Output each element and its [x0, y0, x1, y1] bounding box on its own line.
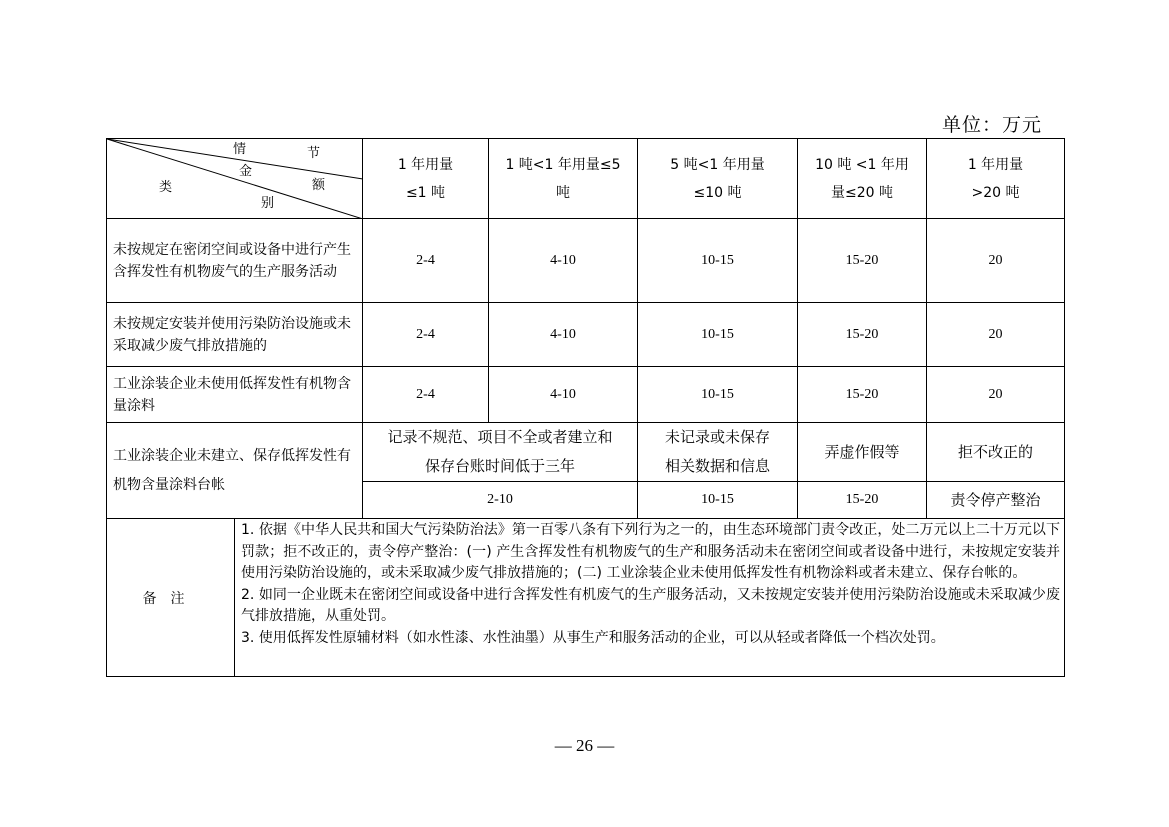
col-header-3: [638, 139, 798, 219]
diag-jie: 节: [307, 146, 321, 161]
diag-jin: 金: [239, 164, 253, 179]
cell-value: 10-15: [638, 482, 798, 519]
row-label: 工业涂装企业未使用低挥发性有机物含量涂料: [107, 367, 363, 423]
cell-value: 2-4: [363, 219, 489, 303]
cell-value: 20: [927, 219, 1065, 303]
ledger-condition-2: [638, 423, 798, 482]
cell-value: 2-10: [363, 482, 638, 519]
cell-value: 15-20: [798, 303, 927, 367]
penalty-table: [106, 138, 1065, 677]
notes-content: [235, 519, 1065, 677]
page-number: — 26 —: [554, 736, 615, 755]
col-header-3-line2: ≤10 吨: [693, 184, 742, 201]
col-header-1-line2: ≤1 吨: [405, 184, 446, 201]
col-header-1-line1: 1 年用量: [397, 156, 454, 173]
ledger-condition-1-line2: 保存台账时间低于三年: [424, 457, 575, 475]
cell-value: 4-10: [489, 367, 638, 423]
notes-label: 备注: [107, 519, 235, 677]
cell-value: 责令停产整治: [927, 482, 1065, 519]
cell-value: 10-15: [638, 219, 798, 303]
cell-value: 15-20: [798, 367, 927, 423]
ledger-condition-4: 拒不改正的: [927, 423, 1065, 482]
notes-row: [107, 519, 1065, 677]
ledger-condition-3: 弄虚作假等: [798, 423, 927, 482]
ledger-condition-1: [363, 423, 638, 482]
col-header-5: [927, 139, 1065, 219]
col-header-1: [363, 139, 489, 219]
diag-e: 额: [312, 178, 326, 193]
col-header-4-line1: 10 吨 <1 年用: [815, 156, 909, 173]
diag-lei: 类: [159, 180, 173, 195]
table-row-ledger-header: [107, 423, 1065, 482]
row-label: 未按规定在密闭空间或设备中进行产生含挥发性有机物废气的生产服务活动: [107, 219, 363, 303]
note-3: 3. 使用低挥发性原辅材料（如水性漆、水性油墨）从事生产和服务活动的企业，可以从轻或者降低一个档次处罚。: [241, 629, 945, 646]
cell-value: 4-10: [489, 219, 638, 303]
header-row: [107, 139, 1065, 219]
row-label: 未按规定安装并使用污染防治设施或未采取减少废气排放措施的: [107, 303, 363, 367]
col-header-4-line2: 量≤20 吨: [831, 184, 893, 201]
note-2: 2. 如同一企业既未在密闭空间或设备中进行含挥发性有机废气的生产服务活动，又未按规定安装并使用污染防治设施或未采取减少废气排放措施，从重处罚。: [241, 586, 1060, 624]
col-header-2-line1: 1 吨<1 年用量≤5: [505, 156, 621, 173]
ledger-condition-2-line2: 相关数据和信息: [664, 457, 770, 475]
col-header-2-line2: 吨: [556, 184, 570, 201]
ledger-condition-2-line1: 未记录或未保存: [664, 428, 770, 446]
cell-value: 15-20: [798, 482, 927, 519]
unit-label: 单位：万元: [941, 114, 1042, 136]
row-label: 工业涂装企业未建立、保存低挥发性有机物含量涂料台帐: [107, 423, 363, 519]
col-header-2: [489, 139, 638, 219]
diagonal-header-cell: [107, 139, 363, 219]
cell-value: 2-4: [363, 367, 489, 423]
note-1: 1. 依据《中华人民共和国大气污染防治法》第一百零八条有下列行为之一的，由生态环境部门责令改正，处二万元以上二十万元以下罚款；拒不改正的，责令停产整治：(一) 产生含挥发性有机物废气的生产和服务活动未在密闭空间或者设备中进行，未按规定安装并使用污染防治设施的，或未采取减少废气排放措施的；(二) 工业涂装企业未使用低挥发性有机物涂料或者未建立、保存台帐的。: [241, 522, 1060, 581]
cell-value: 4-10: [489, 303, 638, 367]
col-header-5-line1: 1 年用量: [967, 156, 1024, 173]
cell-value: 10-15: [638, 367, 798, 423]
col-header-4: [798, 139, 927, 219]
table-row: [107, 367, 1065, 423]
col-header-3-line1: 5 吨<1 年用量: [670, 156, 765, 173]
cell-value: 2-4: [363, 303, 489, 367]
cell-value: 20: [927, 303, 1065, 367]
cell-value: 20: [927, 367, 1065, 423]
cell-value: 15-20: [798, 219, 927, 303]
ledger-condition-1-line1: 记录不规范、项目不全或者建立和: [387, 428, 613, 446]
cell-value: 10-15: [638, 303, 798, 367]
table-row: [107, 219, 1065, 303]
diag-qing: 情: [233, 142, 247, 157]
table-row: [107, 303, 1065, 367]
diag-bie: 别: [261, 196, 275, 211]
col-header-5-line2: >20 吨: [971, 184, 1020, 201]
